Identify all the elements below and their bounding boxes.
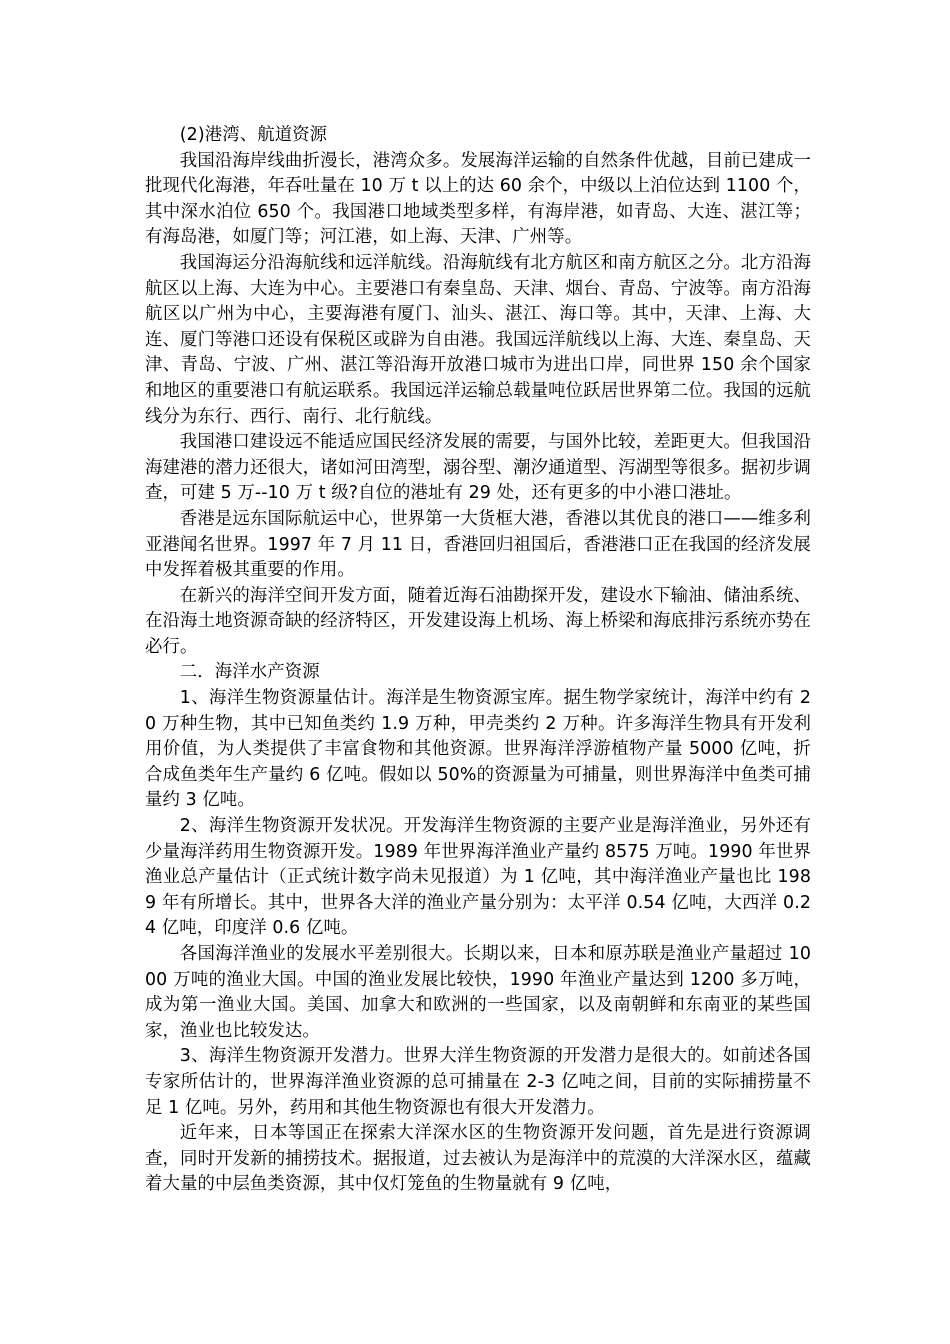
paragraph-hong-kong: 香港是远东国际航运中心，世界第一大货框大港，香港以其优良的港口——维多利亚港闻名世界。1997 年 7 月 11 日，香港回归祖国后，香港港口正在我国的经济发展中发挥着极其重要的作用。: [145, 508, 811, 581]
section-heading-harbors: (2)港湾、航道资源: [179, 125, 328, 145]
paragraph-deep-water: 近年来，日本等国正在探索大洋深水区的生物资源开发问题，首先是进行资源调查，同时开发新的捕捞技术。据报道，过去被认为是海洋中的荒漠的大洋深水区，蕴藏着大量的中层鱼类资源，其中仅灯笼鱼的生物量就有 9 亿吨，: [145, 1123, 811, 1195]
paragraph-bio-potential: 3、海洋生物资源开发潜力。世界大洋生物资源的开发潜力是很大的。如前述各国专家所估计的，世界海洋渔业资源的总可捕量在 2-3 亿吨之间，目前的实际捕捞量不足 1 亿吨。另外，药用和其他生物资源也有很大开发潜力。: [145, 1046, 811, 1118]
section-heading-aquatic: 二．海洋水产资源: [179, 662, 320, 683]
paragraph-bio-development: 2、海洋生物资源开发状况。开发海洋生物资源的主要产业是海洋渔业，另外还有少量海洋药用生物资源开发。1989 年世界海洋渔业产量约 8575 万吨。1990 年世界渔业总产量估计（正式统计数字尚未见报道）为 1 亿吨，其中海洋渔业产量也比 1989 年有所增长。其中，世界各大洋的渔业产量分别为：太平洋 0.54 亿吨，大西洋 0.24 亿吨，印度洋 0.6 亿吨。: [145, 816, 811, 939]
paragraph-bio-estimate: 1、海洋生物资源量估计。海洋是生物资源宝库。据生物学家统计，海洋中约有 20 万种生物，其中已知鱼类约 1.9 万种，甲壳类约 2 万种。许多海洋生物具有开发利用价值，为人类提供了丰富食物和其他资源。世界海洋浮游植物产量 5000 亿吨，折合成鱼类年生产量约 6 亿吨。假如以 50%的资源量为可捕量，则世界海洋中鱼类可捕量约 3 亿吨。: [145, 688, 811, 811]
paragraph-fishery-levels: 各国海洋渔业的发展水平差别很大。长期以来，日本和原苏联是渔业产量超过 1000 万吨的渔业大国。中国的渔业发展比较快，1990 年渔业产量达到 1200 多万吨，成为第一渔业大国。美国、加拿大和欧洲的一些国家，以及南朝鲜和东南亚的某些国家，渔业也比较发达。: [145, 944, 811, 1041]
paragraph-port-construction: 我国港口建设远不能适应国民经济发展的需要，与国外比较，差距更大。但我国沿海建港的潜力还很大，诸如河田湾型，溺谷型、潮汐通道型、泻湖型等很多。据初步调查，可建 5 万--10 万 t 级?自位的港址有 29 处，还有更多的中小港口港址。: [145, 432, 811, 504]
paragraph-shipping-routes: 我国海运分沿海航线和远洋航线。沿海航线有北方航区和南方航区之分。北方沿海航区以上海、大连为中心。主要港口有秦皇岛、天津、烟台、青岛、宁波等。南方沿海航区以广州为中心，主要海港有厦门、汕头、湛江、海口等。其中，天津、上海、大连、厦门等港口还设有保税区或辟为自由港。我国远洋航线以上海、大连、秦皇岛、天津、青岛、宁波、广州、湛江等沿海开放港口城市为进出口岸，同世界 150 余个国家和地区的重要港口有航运联系。我国远洋运输总载量吨位跃居世界第二位。我国的远航线分为东行、西行、南行、北行航线。: [145, 252, 811, 427]
paragraph-harbors-overview: 我国沿海岸线曲折漫长，港湾众多。发展海洋运输的自然条件优越，目前已建成一批现代化海港，年吞吐量在 10 万 t 以上的达 60 余个，中级以上泊位达到 1100 个，其中深水泊位 650 个。我国港口地域类型多样，有海岸港，如青岛、大连、湛江等；有海岛港，如厦门等；河江港，如上海、天津、广州等。: [145, 150, 811, 248]
document-page: [145, 123, 811, 1198]
paragraph-ocean-space: 在新兴的海洋空间开发方面，随着近海石油勘探开发，建设水下输油、储油系统、在沿海土地资源奇缺的经济特区，开发建设海上机场、海上桥梁和海底排污系统亦势在必行。: [145, 585, 811, 657]
